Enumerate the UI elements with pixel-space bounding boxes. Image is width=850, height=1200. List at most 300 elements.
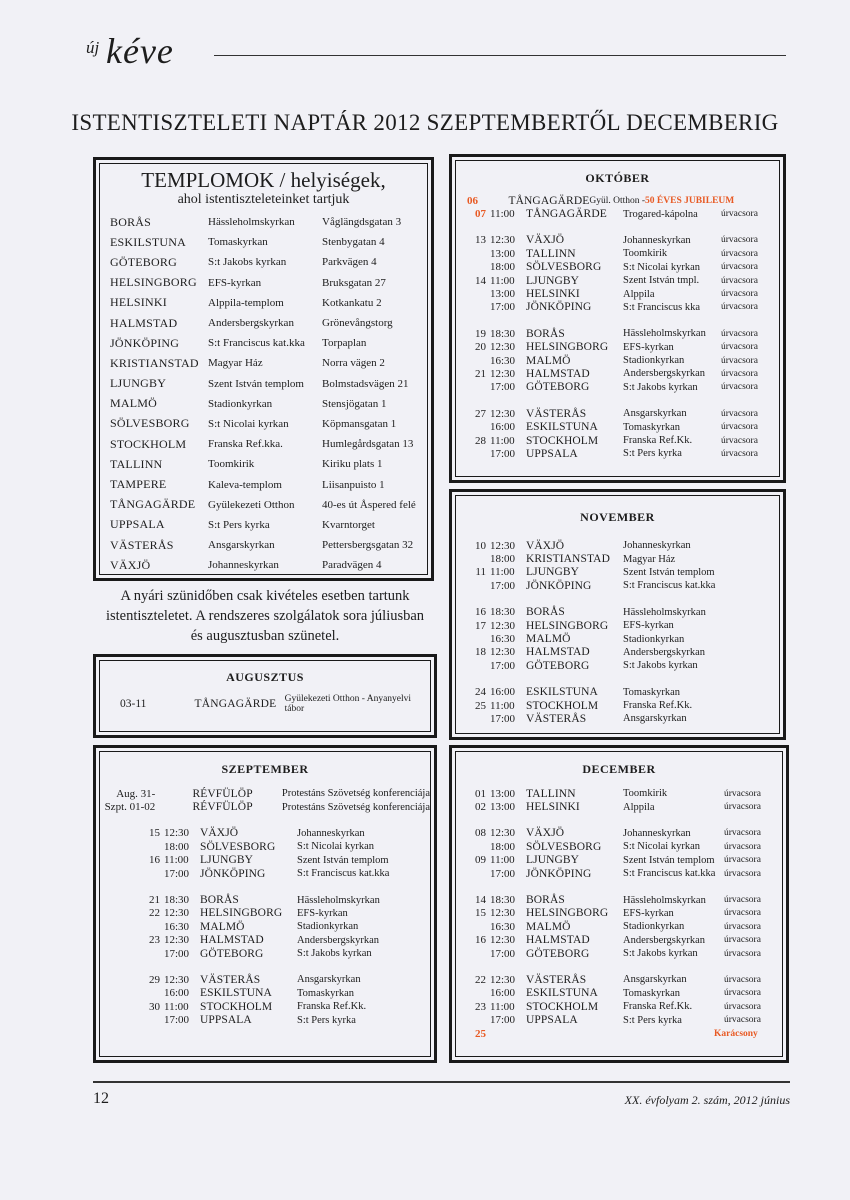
service-church: Hässleholmskyrkan (623, 328, 706, 340)
service-church: Hässleholmskyrkan (623, 606, 706, 618)
service-time: 12:30 (490, 407, 516, 420)
church-city: MALMÖ (110, 396, 158, 411)
church-name: Hässleholmskyrkan (208, 216, 295, 229)
service-church: Tomaskyrkan (297, 987, 355, 999)
service-day: 17 (475, 619, 486, 632)
november-title: NOVEMBER (580, 510, 655, 524)
augusztus-church: Gyülekezeti Otthon - Anyanyelvi tábor (284, 694, 412, 714)
service-day: 18 (475, 646, 486, 659)
service-note: úrvacsora (721, 289, 758, 300)
december-list (456, 787, 782, 1040)
service-church: Toomkirik (623, 248, 668, 260)
service-church: Andersbergskyrkan (623, 368, 706, 380)
service-church: Johanneskyrkan (623, 234, 691, 246)
church-address: Grönevångstorg (322, 317, 393, 330)
templomok-list (100, 212, 427, 575)
church-row (100, 474, 427, 494)
service-city: VÄSTERÅS (200, 973, 261, 986)
church-row (100, 535, 427, 555)
service-city: TÅNGAGÄRDE (508, 194, 590, 207)
schedule-row (100, 827, 430, 840)
service-church: EFS-kyrkan (623, 907, 674, 919)
augusztus-city: TÅNGAGÄRDE (194, 698, 277, 710)
service-city: JÖNKÖPING (526, 301, 592, 314)
service-church: Trogared-kápolna (623, 208, 698, 220)
schedule-row (100, 907, 430, 920)
church-address: Kiriku plats 1 (322, 458, 383, 471)
service-day: 08 (475, 827, 486, 840)
service-day: 27 (475, 407, 486, 420)
service-note: úrvacsora (721, 355, 758, 366)
service-day: 11 (475, 566, 486, 579)
service-time: 17:00 (490, 1014, 516, 1027)
service-church: Szent István tmpl. (623, 275, 700, 287)
service-city: GÖTEBORG (526, 947, 590, 960)
service-time: 12:30 (164, 973, 190, 986)
schedule-row (100, 867, 430, 880)
schedule-row (456, 840, 782, 853)
schedule-row (100, 947, 430, 960)
service-city: STOCKHOLM (526, 1000, 599, 1013)
church-row (100, 232, 427, 252)
church-address: Köpmansgatan 1 (322, 417, 397, 430)
service-note: Karácsony (714, 1028, 758, 1039)
service-time: 17:00 (164, 1014, 190, 1027)
service-time: 17:00 (490, 867, 516, 880)
service-church: EFS-kyrkan (297, 907, 348, 919)
service-time: 11:00 (490, 274, 515, 287)
service-time: 11:00 (490, 854, 515, 867)
service-time: 18:00 (490, 553, 516, 566)
church-row (100, 313, 427, 333)
church-address: Bolmstadsvägen 21 (322, 377, 409, 390)
service-city: RÉVFÜLÖP (192, 787, 253, 800)
schedule-row (456, 301, 779, 314)
service-time: 17:00 (490, 947, 516, 960)
service-church: Johanneskyrkan (623, 540, 691, 552)
service-time: 17:00 (490, 447, 516, 460)
church-city: ESKILSTUNA (110, 234, 186, 249)
service-note: úrvacsora (724, 921, 761, 932)
schedule-row (456, 539, 779, 552)
service-city: TÅNGAGÄRDE (526, 208, 607, 221)
row-gap (456, 314, 779, 327)
church-address: Humlegårdsgatan 13 (322, 438, 414, 451)
service-day: 28 (475, 434, 486, 447)
schedule-row (456, 893, 782, 906)
service-church: Stadionkyrkan (623, 355, 685, 367)
service-day: 16 (475, 606, 486, 619)
service-time: 11:00 (490, 1000, 515, 1013)
service-day: 23 (475, 1000, 486, 1013)
service-time: 17:00 (490, 712, 516, 725)
service-church: Franska Ref.Kk. (623, 435, 693, 447)
service-time: 16:30 (490, 354, 516, 367)
church-address: Norra vägen 2 (322, 357, 385, 370)
service-city: GÖTEBORG (526, 659, 590, 672)
church-name: Stadionkyrkan (208, 397, 273, 410)
church-city: TÅNGAGÄRDE (110, 497, 196, 512)
church-address: Liisanpuisto 1 (322, 478, 385, 491)
schedule-row (456, 207, 779, 220)
church-name: Johanneskyrkan (208, 559, 279, 572)
service-city: HELSINGBORG (526, 907, 609, 920)
service-city: ESKILSTUNA (200, 987, 272, 1000)
december-title: DECEMBER (582, 762, 656, 776)
service-city: UPPSALA (200, 1014, 252, 1027)
service-time: 16:30 (164, 920, 190, 933)
service-time: 12:30 (164, 827, 190, 840)
service-city: STOCKHOLM (526, 434, 599, 447)
service-church: Ansgarskyrkan (623, 974, 687, 986)
service-church: Stadionkyrkan (623, 921, 685, 933)
service-day: 21 (149, 894, 160, 907)
service-note: úrvacsora (721, 275, 758, 286)
service-church: Szent István templom (623, 566, 715, 578)
church-row (100, 555, 427, 575)
service-city: BORÅS (526, 606, 565, 619)
service-city: STOCKHOLM (526, 699, 599, 712)
oktober-list (456, 194, 779, 461)
schedule-row (100, 787, 430, 800)
service-time: 11:00 (490, 566, 515, 579)
page-title: ISTENTISZTELETI NAPTÁR 2012 SZEPTEMBERTŐL DECEMBERIG (71, 110, 779, 135)
service-city: HALMSTAD (526, 646, 590, 659)
schedule-row (456, 367, 779, 380)
schedule-row (100, 854, 430, 867)
service-time: 13:00 (490, 801, 516, 814)
church-row (100, 414, 427, 434)
templomok-subheading: ahol istentiszteleteinket tartjuk (177, 192, 350, 207)
service-day: Szpt. 01-02 (104, 801, 156, 814)
service-day: 09 (475, 854, 486, 867)
schedule-row (100, 800, 430, 813)
schedule-row (456, 712, 779, 725)
schedule-row (100, 840, 430, 853)
schedule-row (456, 1013, 782, 1026)
service-city: MALMÖ (526, 354, 571, 367)
service-time: 18:00 (490, 840, 516, 853)
issue-info: XX. évfolyam 2. szám, 2012 június (624, 1093, 790, 1107)
service-city: VÄSTERÅS (526, 973, 587, 986)
service-time: 11:00 (490, 699, 515, 712)
service-church: S:t Jakobs kyrkan (623, 948, 698, 960)
church-city: STOCKHOLM (110, 436, 187, 451)
church-address: Kvarntorget (322, 518, 375, 531)
schedule-row (456, 619, 779, 632)
service-time: 12:30 (490, 973, 516, 986)
service-time: 12:30 (490, 646, 516, 659)
service-time: 12:30 (490, 341, 516, 354)
church-row (100, 495, 427, 515)
service-city: JÖNKÖPING (200, 867, 266, 880)
service-city: LJUNGBY (526, 566, 580, 579)
service-note: úrvacsora (721, 382, 758, 393)
service-note: úrvacsora (724, 1015, 761, 1026)
service-church: S:t Jakobs kyrkan (623, 381, 698, 393)
templomok-heading: TEMPLOMOK / helyiségek, (141, 168, 386, 192)
schedule-row (456, 606, 779, 619)
schedule-row (456, 341, 779, 354)
service-city: JÖNKÖPING (526, 579, 592, 592)
service-church: Gyül. Otthon - (589, 195, 646, 206)
service-time: 18:00 (164, 840, 190, 853)
service-time: 17:00 (164, 947, 190, 960)
schedule-row (456, 274, 779, 287)
schedule-row (456, 699, 779, 712)
service-city: UPPSALA (526, 447, 578, 460)
service-time: 18:30 (490, 606, 516, 619)
service-church: S:t Pers kyrka (297, 1014, 356, 1026)
service-city: VÄXJÖ (526, 827, 565, 840)
schedule-row (456, 973, 782, 986)
service-note: úrvacsora (721, 448, 758, 459)
service-day: Aug. 31- (116, 787, 156, 800)
service-time: 17:00 (490, 579, 516, 592)
service-church: S:t Franciscus kat.kka (623, 868, 716, 880)
service-city: STOCKHOLM (200, 1000, 273, 1013)
service-day: 25 (475, 699, 486, 712)
service-time: 11:00 (164, 1000, 189, 1013)
service-day: 23 (149, 934, 160, 947)
church-row (100, 273, 427, 293)
schedule-row (456, 434, 779, 447)
service-time: 12:30 (490, 934, 516, 947)
service-city: RÉVFÜLÖP (192, 801, 253, 814)
service-church: Toomkirik (623, 788, 668, 800)
church-row (100, 212, 427, 232)
church-city: VÄXJÖ (110, 557, 151, 572)
service-note: úrvacsora (724, 802, 761, 813)
schedule-row (100, 973, 430, 986)
row-gap (456, 221, 779, 234)
church-name: S:t Jakobs kyrkan (208, 256, 287, 269)
service-time: 12:30 (490, 539, 516, 552)
service-church: Stadionkyrkan (297, 921, 359, 933)
service-day: 22 (475, 973, 486, 986)
service-city: KRISTIANSTAD (526, 553, 610, 566)
schedule-row (100, 920, 430, 933)
service-time: 12:30 (164, 934, 190, 947)
service-church: S:t Jakobs kyrkan (297, 948, 372, 960)
schedule-row (456, 867, 782, 880)
service-city: HELSINKI (526, 288, 580, 301)
service-church: Ansgarskyrkan (623, 713, 687, 725)
service-note: úrvacsora (721, 302, 758, 313)
church-name: Toomkirik (208, 458, 255, 471)
augusztus-title: AUGUSZTUS (226, 670, 304, 684)
masthead-rule (214, 55, 786, 56)
schedule-row (456, 420, 779, 433)
masthead (86, 31, 786, 74)
service-time: 13:00 (490, 247, 516, 260)
service-church: Alppila (623, 288, 655, 300)
service-church: S:t Franciscus kat.kka (297, 868, 390, 880)
schedule-row (456, 827, 782, 840)
church-name: Kaleva-templom (208, 478, 282, 491)
church-address: Parkvägen 4 (322, 256, 377, 269)
church-row (100, 515, 427, 535)
service-city: VÄSTERÅS (526, 712, 587, 725)
service-church: Johanneskyrkan (297, 827, 365, 839)
service-time: 12:30 (490, 367, 516, 380)
row-gap (456, 394, 779, 407)
service-time: 12:30 (490, 234, 516, 247)
service-church: Szent István templom (297, 854, 389, 866)
church-city: HELSINGBORG (110, 275, 197, 290)
service-note: úrvacsora (721, 435, 758, 446)
service-church: S:t Franciscus kat.kka (623, 580, 716, 592)
service-city: VÄXJÖ (526, 539, 565, 552)
row-gap (456, 880, 782, 893)
service-day: 29 (149, 973, 160, 986)
church-address: Bruksgatan 27 (322, 276, 386, 289)
service-church: S:t Nicolai kyrkan (623, 261, 700, 273)
service-day: 14 (475, 274, 486, 287)
service-church: Franska Ref.Kk. (297, 1001, 367, 1013)
service-note: úrvacsora (721, 368, 758, 379)
service-city: SÖLVESBORG (200, 840, 276, 853)
service-note: úrvacsora (724, 948, 761, 959)
service-note: úrvacsora (721, 342, 758, 353)
service-city: MALMÖ (200, 920, 245, 933)
service-note: úrvacsora (724, 974, 761, 985)
schedule-row (456, 234, 779, 247)
schedule-row (456, 646, 779, 659)
church-city: HALMSTAD (110, 315, 178, 330)
schedule-row (456, 854, 782, 867)
service-day: 13 (475, 234, 486, 247)
service-city: TALLINN (526, 787, 576, 800)
schedule-row (456, 934, 782, 947)
church-name: EFS-kyrkan (208, 276, 262, 289)
service-time: 16:30 (490, 633, 516, 646)
service-city: HELSINGBORG (526, 619, 609, 632)
service-church: S:t Jakobs kyrkan (623, 660, 698, 672)
november-list (456, 539, 779, 726)
church-address: 40-es út Åspered felé (322, 498, 416, 511)
schedule-row (456, 632, 779, 645)
service-day: 20 (475, 341, 486, 354)
service-church: Hässleholmskyrkan (623, 894, 706, 906)
church-name: Gyülekezeti Otthon (208, 498, 295, 511)
service-day: 15 (475, 907, 486, 920)
service-church: Ansgarskyrkan (623, 408, 687, 420)
church-city: JÖNKÖPING (110, 335, 180, 350)
service-church: S:t Franciscus kka (623, 301, 700, 313)
service-city: UPPSALA (526, 1014, 578, 1027)
masthead-prefix: új (86, 38, 100, 57)
service-city: BORÅS (526, 327, 565, 340)
service-city: LJUNGBY (526, 274, 580, 287)
service-time: 13:00 (490, 288, 516, 301)
service-time: 17:00 (490, 659, 516, 672)
church-row (100, 454, 427, 474)
service-note: úrvacsora (724, 988, 761, 999)
augusztus-dates: 03-11 (120, 698, 147, 710)
service-day: 21 (475, 367, 486, 380)
church-city: BORÅS (110, 214, 152, 229)
service-city: LJUNGBY (526, 854, 580, 867)
church-name: Ansgarskyrkan (208, 539, 275, 552)
service-day: 30 (149, 1000, 160, 1013)
service-church: Franska Ref.Kk. (623, 700, 693, 712)
service-note: úrvacsora (721, 209, 758, 220)
service-note: úrvacsora (721, 235, 758, 246)
service-note: úrvacsora (721, 408, 758, 419)
schedule-row (100, 1013, 430, 1026)
service-city: BORÅS (200, 894, 239, 907)
schedule-row (456, 1027, 782, 1040)
service-city: VÄXJÖ (200, 827, 239, 840)
service-day: 25 (475, 1027, 486, 1040)
service-city: ESKILSTUNA (526, 421, 598, 434)
summer-notice: A nyári szünidőben csak kivételes esetben tartunk istentiszteletet. A rendszeres szolgálatok sora júliusban és augusztusban szünetel. (105, 588, 425, 644)
service-church: S:t Nicolai kyrkan (623, 841, 700, 853)
service-church: Tomaskyrkan (623, 987, 681, 999)
service-time: 16:00 (490, 421, 516, 434)
row-gap (100, 814, 430, 827)
service-church: Protestáns Szövetség konferenciája (281, 788, 430, 800)
schedule-row (456, 552, 779, 565)
church-city: TALLINN (110, 456, 163, 471)
service-note: úrvacsora (721, 248, 758, 259)
service-church: Protestáns Szövetség konferenciája (281, 801, 430, 813)
service-day: 16 (475, 934, 486, 947)
service-time: 12:30 (490, 827, 516, 840)
masthead-logo: kéve (106, 31, 174, 71)
schedule-row (456, 800, 782, 813)
service-day: 10 (475, 539, 486, 552)
church-row (100, 293, 427, 313)
schedule-row (456, 659, 779, 672)
service-time: 18:30 (490, 894, 516, 907)
service-city: GÖTEBORG (526, 381, 590, 394)
schedule-row (100, 1000, 430, 1013)
service-city: JÖNKÖPING (526, 867, 592, 880)
schedule-row (456, 920, 782, 933)
service-note: úrvacsora (724, 868, 761, 879)
service-church: Ansgarskyrkan (297, 974, 361, 986)
schedule-row (456, 1000, 782, 1013)
church-address: Torpaplan (322, 337, 367, 350)
service-day: 24 (475, 686, 486, 699)
service-city: SÖLVESBORG (526, 840, 602, 853)
service-day: 19 (475, 327, 486, 340)
oktober-box (449, 154, 786, 483)
schedule-row (456, 787, 782, 800)
service-city: HELSINKI (526, 801, 580, 814)
service-time: 17:00 (490, 301, 516, 314)
service-note: úrvacsora (724, 1001, 761, 1012)
church-address: Stensjögatan 1 (322, 397, 387, 410)
schedule-row (100, 893, 430, 906)
service-church: Tomaskyrkan (623, 686, 681, 698)
szeptember-list (100, 787, 430, 1027)
service-city: ESKILSTUNA (526, 686, 598, 699)
church-name: Tomaskyrkan (208, 236, 268, 249)
service-city: LJUNGBY (200, 854, 254, 867)
service-church: Tomaskyrkan (623, 421, 681, 433)
service-city: GÖTEBORG (200, 947, 264, 960)
church-address: Paradvägen 4 (322, 559, 382, 572)
service-city: VÄSTERÅS (526, 407, 587, 420)
service-city: MALMÖ (526, 920, 571, 933)
service-note: úrvacsora (724, 855, 761, 866)
service-day: 02 (475, 801, 486, 814)
service-time: 11:00 (490, 208, 515, 221)
service-time: 12:30 (490, 907, 516, 920)
